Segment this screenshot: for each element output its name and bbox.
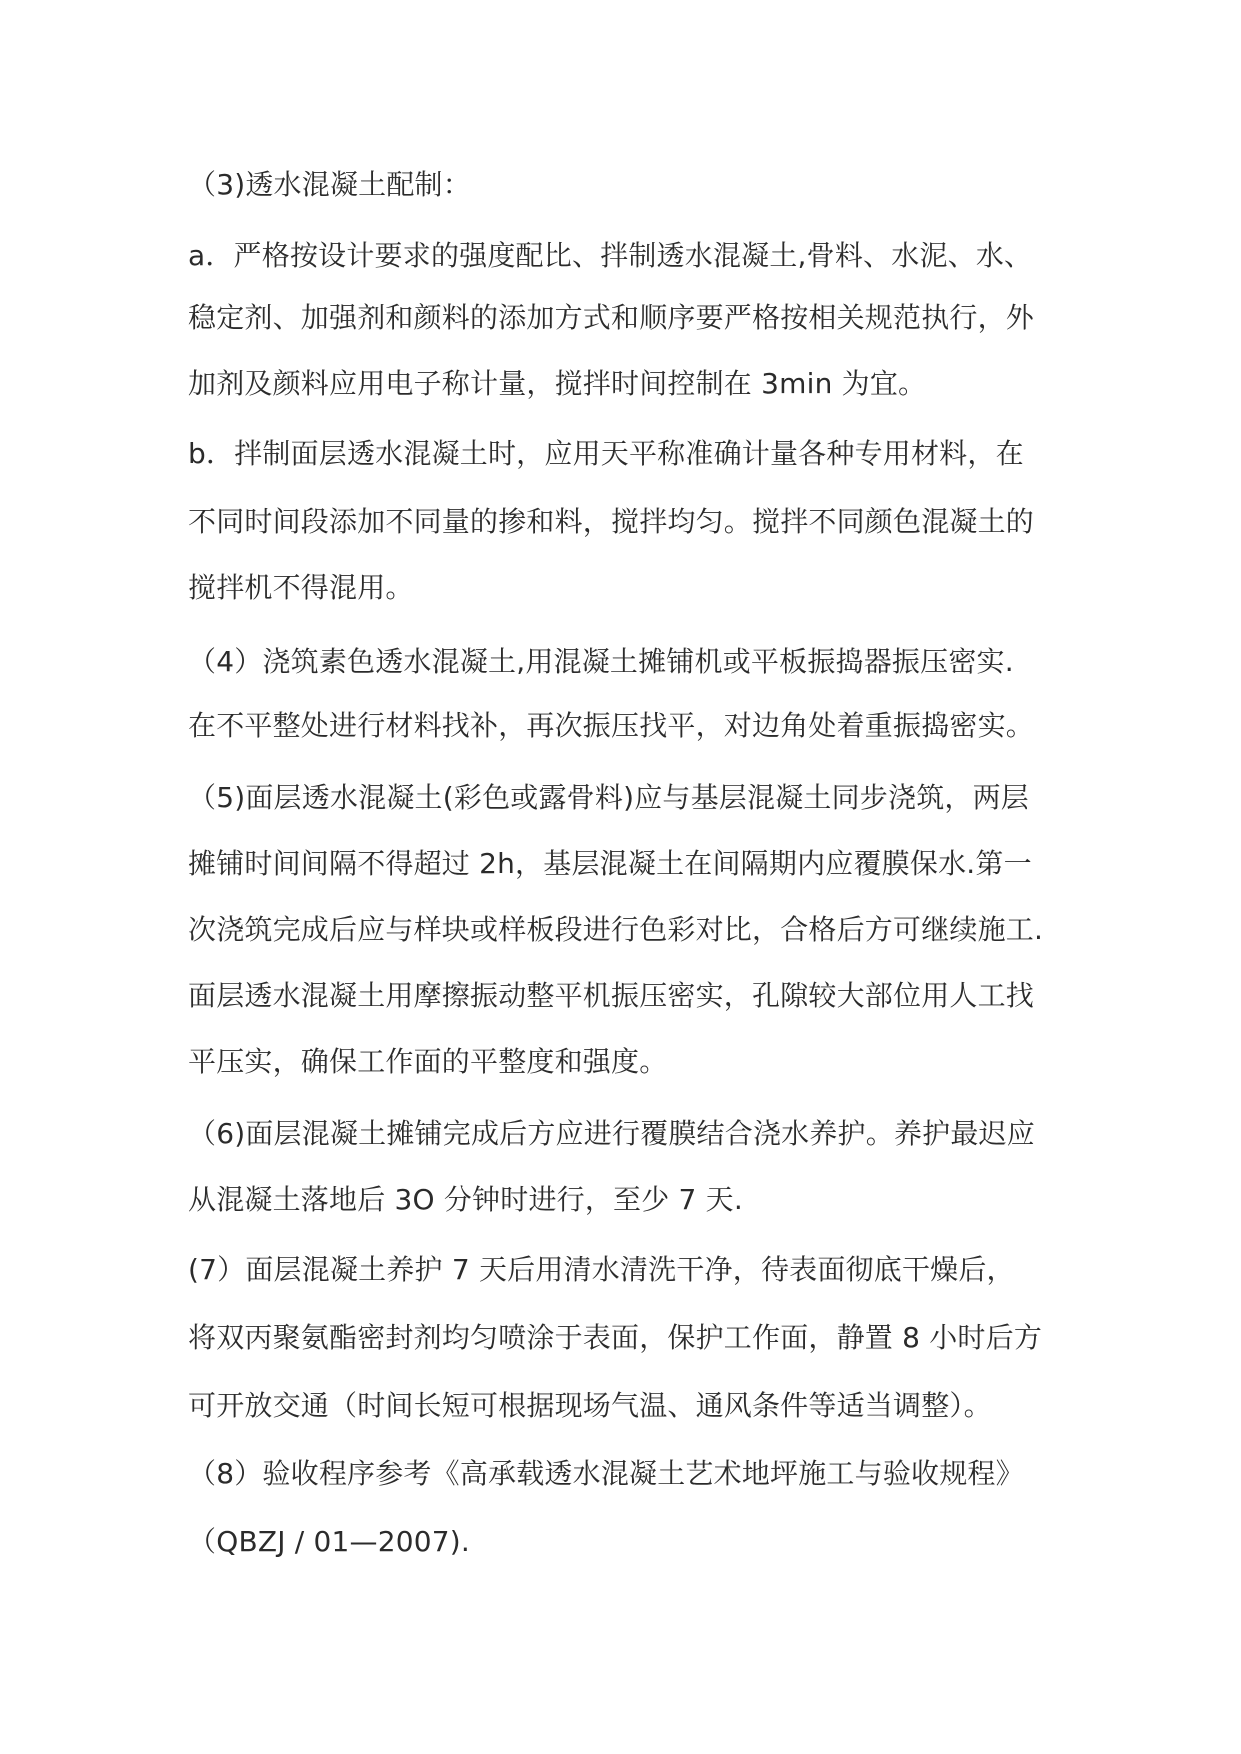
section-5-line-5: 平压实，确保工作面的平整度和强度。 [188, 1045, 668, 1078]
section-5-line-1: （5)面层透水混凝土(彩色或露骨料)应与基层混凝土同步浇筑，两层 [188, 781, 1029, 814]
section-8-line-1: （8）验收程序参考《高承载透水混凝土艺术地坪施工与验收规程》 [188, 1457, 1024, 1490]
item-b-line-2: 不同时间段添加不同量的掺和料，搅拌均匀。搅拌不同颜色混凝土的 [188, 505, 1035, 538]
section-6-line-1: （6)面层混凝土摊铺完成后方应进行覆膜结合浇水养护。养护最迟应 [188, 1117, 1035, 1150]
section-7-line-3: 可开放交通（时间长短可根据现场气温、通风条件等适当调整）。 [188, 1389, 992, 1422]
section-6-line-2: 从混凝土落地后 3O 分钟时进行，至少 7 天. [188, 1183, 743, 1216]
section-7-line-1: (7）面层混凝土养护 7 天后用清水清洗干净，待表面彻底干燥后， [188, 1253, 1015, 1286]
section-4-line-2: 在不平整处进行材料找补，再次振压找平，对边角处着重振捣密实。 [188, 709, 1035, 742]
item-b-line-1: b．拌制面层透水混凝土时，应用天平称准确计量各种专用材料，在 [188, 437, 1024, 470]
item-a-line-3: 加剂及颜料应用电子称计量，搅拌时间控制在 3min 为宜。 [188, 367, 927, 400]
section-8-line-2: （QBZJ / 01—2007). [188, 1525, 471, 1558]
section-7-line-2: 将双丙聚氨酯密封剂均匀喷涂于表面，保护工作面，静置 8 小时后方 [188, 1321, 1043, 1354]
item-a-line-2: 稳定剂、加强剂和颜料的添加方式和顺序要严格按相关规范执行，外 [188, 301, 1035, 334]
item-b-line-3: 搅拌机不得混用。 [188, 571, 414, 604]
section-3-heading: （3)透水混凝土配制： [188, 168, 471, 201]
section-5-line-3: 次浇筑完成后应与样块或样板段进行色彩对比，合格后方可继续施工. [188, 913, 1044, 946]
item-a-line-1: a．严格按设计要求的强度配比、拌制透水混凝土,骨料、水泥、水、 [188, 239, 1033, 272]
section-5-line-4: 面层透水混凝土用摩擦振动整平机振压密实，孔隙较大部位用人工找 [188, 979, 1035, 1012]
section-5-line-2: 摊铺时间间隔不得超过 2h，基层混凝土在间隔期内应覆膜保水.第一 [188, 847, 1032, 880]
section-4-line-1: （4）浇筑素色透水混凝土,用混凝土摊铺机或平板振捣器振压密实. [188, 645, 1014, 678]
